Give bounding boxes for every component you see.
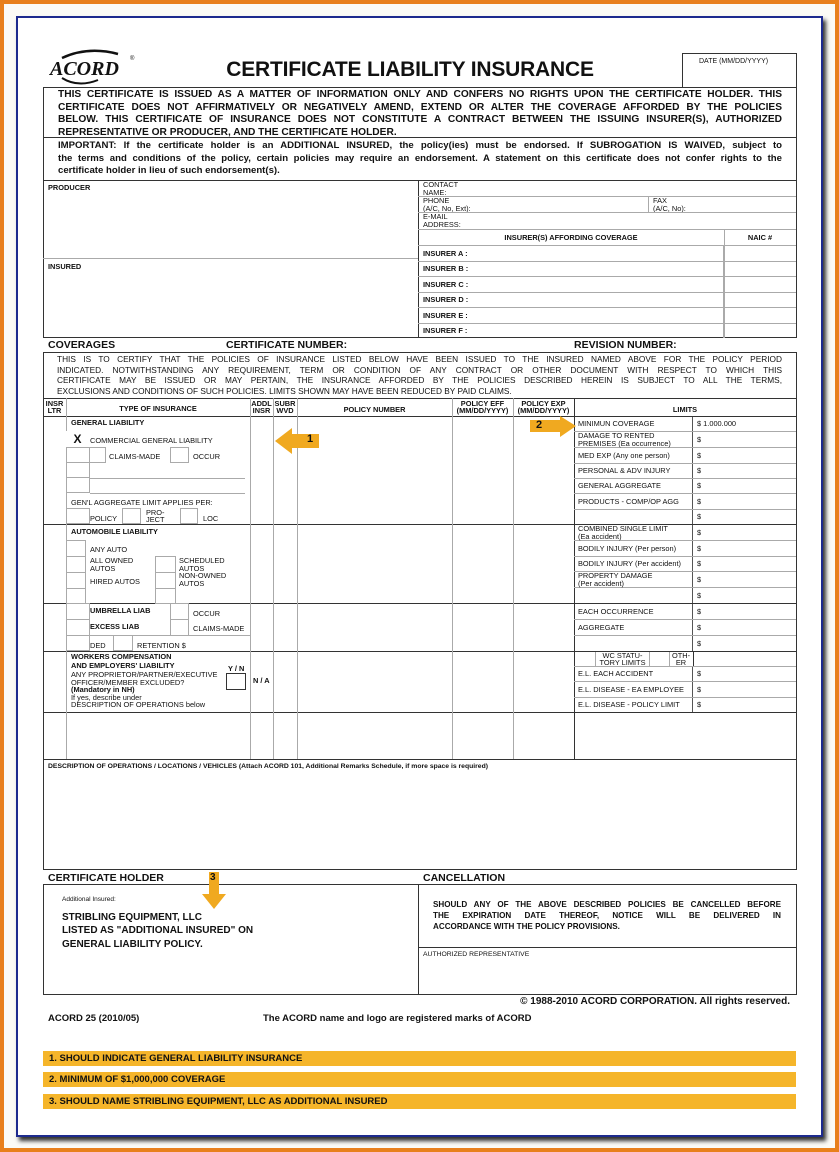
holder-line: LISTED AS "ADDITIONAL INSURED" ON xyxy=(62,925,254,937)
project-checkbox xyxy=(122,508,141,524)
scheduled-autos-checkbox xyxy=(155,556,176,573)
insured-label: INSURED xyxy=(48,262,82,271)
authorized-representative-label: AUTHORIZED REPRESENTATIVE xyxy=(423,951,530,958)
insurers-header: INSURER(S) AFFORDING COVERAGE xyxy=(504,233,638,242)
limit-value[interactable]: $ xyxy=(697,575,702,585)
insurer-label: INSURER A : xyxy=(418,246,724,261)
non-owned-autos-label: NON-OWNED AUTOS xyxy=(179,571,227,588)
insurer-row xyxy=(418,307,796,323)
limit-value[interactable]: $ xyxy=(697,496,702,506)
cancellation-line: SHOULD ANY OF THE ABOVE DESCRIBED POLICIES BE CANCELLED BEFORE xyxy=(433,900,781,909)
limit-value[interactable]: $ xyxy=(697,466,702,476)
limit-value[interactable]: $ xyxy=(697,435,702,445)
owned-autos-checkbox xyxy=(66,556,86,573)
checkbox xyxy=(66,477,90,493)
additional-insured-small: Additional Insured: xyxy=(62,896,116,903)
claims-made-checkbox xyxy=(89,447,106,463)
limit-value[interactable]: $ xyxy=(697,590,702,600)
copyright: © 1988-2010 ACORD CORPORATION. All rights reserved. xyxy=(520,996,790,1007)
limit-value[interactable]: $ xyxy=(697,606,702,616)
naic-header: NAIC # xyxy=(747,233,773,242)
limit-label: BODILY INJURY (Per accident) xyxy=(574,557,693,572)
notice-box xyxy=(43,87,797,138)
limit-value[interactable]: $ xyxy=(697,638,702,648)
header-addl-insr: ADDL INSR xyxy=(251,399,272,415)
wc-title xyxy=(71,653,175,670)
auto-limits xyxy=(574,525,796,603)
callout-arrow-1-icon xyxy=(275,428,321,454)
wc-statutory-label: WC STATU- TORY LIMITS xyxy=(599,651,646,667)
registered-marks: The ACORD name and logo are registered marks of ACORD xyxy=(263,1013,532,1024)
project-label: PRO- JECT xyxy=(146,508,165,524)
limit-row xyxy=(574,432,796,448)
insurer-row xyxy=(418,323,796,339)
occur-checkbox xyxy=(170,603,189,620)
limit-label: MINIMUN COVERAGE xyxy=(574,417,693,431)
insurer-row xyxy=(418,261,796,277)
note-3: 3. SHOULD NAME STRIBLING EQUIPMENT, LLC AS ADDITIONAL INSURED xyxy=(43,1094,796,1109)
limit-row xyxy=(574,448,796,463)
page-title: CERTIFICATE LIABILITY INSURANCE xyxy=(226,58,594,81)
limit-label: AGGREGATE xyxy=(574,620,693,635)
note-2: 2. MINIMUM OF $1,000,000 COVERAGE xyxy=(43,1072,796,1087)
any-auto-checkbox xyxy=(66,540,86,557)
callout-number: 1 xyxy=(307,433,314,445)
scheduled-autos-label: SCHEDULED AUTOS xyxy=(179,556,225,573)
na-label: N / A xyxy=(253,676,270,685)
limit-value[interactable]: $ xyxy=(697,450,702,460)
callout-number: 3 xyxy=(210,872,216,883)
limit-value[interactable]: $ xyxy=(697,512,702,522)
contact-name-label: CONTACT NAME: xyxy=(423,180,459,197)
revision-number-label: REVISION NUMBER: xyxy=(574,339,677,351)
notice-line: REPRESENTATIVE OR PRODUCER, AND THE CERTIFICATE HOLDER. xyxy=(58,126,397,138)
insurer-label: INSURER F : xyxy=(418,324,724,339)
note-1: 1. SHOULD INDICATE GENERAL LIABILITY INSURANCE xyxy=(43,1051,796,1066)
header-policy-exp: POLICY EXP (MM/DD/YYYY) xyxy=(517,399,570,415)
occur-label: OCCUR xyxy=(193,452,221,461)
wc-question-line: If yes, describe under xyxy=(71,692,142,702)
limit-row xyxy=(574,494,796,509)
owned-autos-label: ALL OWNED AUTOS xyxy=(90,556,134,573)
limit-label: PROPERTY DAMAGE (Per accident) xyxy=(574,572,693,587)
limit-label: COMBINED SINGLE LIMIT (Ea accident) xyxy=(574,525,693,540)
non-owned-autos-checkbox xyxy=(155,572,176,589)
holder-text xyxy=(62,911,253,951)
wc-title-line: WORKERS COMPENSATION xyxy=(71,652,172,661)
certify-line: CERTIFICATE MAY BE ISSUED OR MAY PERTAIN, THE INSURANCE AFFORDED BY THE POLICIES DESCRIBED HEREIN IS SUBJECT TO ALL THE TERMS, xyxy=(57,375,782,385)
cancellation-line: THE EXPIRATION DATE THEREOF, NOTICE WILL BE DELIVERED IN xyxy=(433,911,781,920)
wc-title-line: AND EMPLOYERS' LIABILITY xyxy=(71,660,175,670)
retention-label: RETENTION $ xyxy=(137,641,186,650)
insurer-row xyxy=(418,276,796,292)
wc-excluded-checkbox xyxy=(226,673,246,690)
limit-row xyxy=(574,698,796,712)
hired-autos-checkbox xyxy=(66,572,86,589)
limit-label: MED EXP (Any one person) xyxy=(574,448,693,462)
callout-number: 2 xyxy=(536,419,543,431)
limit-value[interactable]: $ 1.000.000 xyxy=(697,419,737,429)
fax-label: FAX (A/C, No): xyxy=(653,196,686,213)
limit-row xyxy=(574,479,796,494)
gl-title: GENERAL LIABILITY xyxy=(71,418,145,427)
ded-checkbox xyxy=(113,635,133,651)
certificate-number-label: CERTIFICATE NUMBER: xyxy=(226,339,348,351)
yn-label: Y / N xyxy=(228,664,245,673)
wc-other-label: OTH- ER xyxy=(671,651,691,667)
notice-line: THIS CERTIFICATE IS ISSUED AS A MATTER OF INFORMATION ONLY AND CONFERS NO RIGHTS UPON THE CERTIFICATE HOLDER. THIS xyxy=(58,89,782,100)
cgl-checkbox: X xyxy=(66,431,89,447)
wc-question-line: ANY PROPRIETOR/PARTNER/EXECUTIVE xyxy=(71,670,218,679)
limit-row xyxy=(574,572,796,588)
limit-label: E.L. DISEASE - EA EMPLOYEE xyxy=(574,682,693,696)
description-label: DESCRIPTION OF OPERATIONS / LOCATIONS / VEHICLES (Attach ACORD 101, Additional Remarks Schedule, if more space is required) xyxy=(48,763,488,770)
checkbox xyxy=(66,588,86,604)
limit-row xyxy=(574,588,796,603)
limit-label xyxy=(574,588,693,603)
wc-statutory-row xyxy=(574,652,796,667)
certify-text xyxy=(57,354,782,396)
claims-made-label: CLAIMS-MADE xyxy=(109,452,161,461)
email-label: E-MAIL ADDRESS: xyxy=(423,212,461,229)
notice-line: CERTIFICATE DOES NOT AFFIRMATIVELY OR NEGATIVELY AMEND, EXTEND OR ALTER THE COVERAGE AFFORDED BY THE POLICIES xyxy=(58,101,782,113)
limit-row xyxy=(574,604,796,620)
important-line: the terms and conditions of the policy, certain policies may require an endorsement. A statement on this certificate does not confer rights to the xyxy=(58,152,782,164)
limit-value[interactable]: $ xyxy=(697,669,702,679)
gl-limits xyxy=(574,417,796,524)
limit-value[interactable]: $ xyxy=(697,684,702,694)
wc-question xyxy=(71,671,217,709)
umbrella-limits xyxy=(574,604,796,651)
limit-value[interactable]: $ xyxy=(697,559,702,569)
callout-arrow-3-icon xyxy=(202,872,226,910)
cancellation-title: CANCELLATION xyxy=(423,872,506,884)
limit-row xyxy=(574,620,796,636)
header-subr-wvd: SUBR WVD xyxy=(274,399,296,415)
occur-checkbox xyxy=(170,447,189,463)
certify-line: THIS IS TO CERTIFY THAT THE POLICIES OF INSURANCE LISTED BELOW HAVE BEEN ISSUED TO THE INSURED NAMED ABOVE FOR THE POLICY PERIOD xyxy=(57,354,782,364)
acord-logo xyxy=(48,48,138,86)
limit-row xyxy=(574,557,796,573)
certify-line: INDICATED. NOTWITHSTANDING ANY REQUIREMENT, TERM OR CONDITION OF ANY CONTRACT OR OTHER DOCUMENT WITH RESPECT TO WHICH THIS xyxy=(57,364,782,375)
umbrella-checkbox xyxy=(66,603,90,620)
important-box xyxy=(43,137,797,181)
certificate-holder-title: CERTIFICATE HOLDER xyxy=(48,872,164,884)
gen-aggregate-label: GEN'L AGGREGATE LIMIT APPLIES PER: xyxy=(71,498,213,507)
important-line: certificate holder in lieu of such endorsement(s). xyxy=(58,165,280,177)
description-box[interactable] xyxy=(43,759,797,870)
excess-label: EXCESS LIAB xyxy=(90,622,140,631)
header-policy-eff: POLICY EFF (MM/DD/YYYY) xyxy=(456,399,509,415)
policy-label: POLICY xyxy=(90,514,118,523)
limit-value[interactable]: $ xyxy=(697,543,702,553)
limit-row xyxy=(574,464,796,479)
policy-checkbox xyxy=(66,508,90,524)
holder-line: STRIBLING EQUIPMENT, LLC xyxy=(62,912,202,923)
limit-value[interactable]: $ xyxy=(697,700,702,710)
checkbox xyxy=(155,588,176,604)
producer-label: PRODUCER xyxy=(48,183,91,192)
callout-arrow-2-icon xyxy=(530,416,576,437)
claims-made-checkbox xyxy=(170,619,189,636)
holder-line: GENERAL LIABILITY POLICY. xyxy=(62,938,203,950)
limit-row xyxy=(574,525,796,541)
limit-label: PRODUCTS - COMP/OP AGG xyxy=(574,494,693,508)
limit-row xyxy=(574,667,796,682)
limit-row xyxy=(574,636,796,651)
form-number: ACORD 25 (2010/05) xyxy=(48,1013,140,1024)
important-line: IMPORTANT: If the certificate holder is an ADDITIONAL INSURED, the policy(ies) must be endorsed. If SUBROGATION IS WAIVED, subject to xyxy=(58,140,782,151)
insurer-label: INSURER B : xyxy=(418,262,724,277)
certify-line: EXCLUSIONS AND CONDITIONS OF SUCH POLICIES. LIMITS SHOWN MAY HAVE BEEN REDUCED BY PAID CLAIMS. xyxy=(57,385,512,396)
header-limits: LIMITS xyxy=(672,405,698,414)
limit-label: BODILY INJURY (Per person) xyxy=(574,541,693,556)
cgl-label: COMMERCIAL GENERAL LIABILITY xyxy=(90,436,213,445)
logo-text: ACORD xyxy=(50,58,119,80)
limit-label: DAMAGE TO RENTED PREMISES (Ea occurrence) xyxy=(574,432,693,447)
header-insr-ltr: INSR LTR xyxy=(45,399,64,415)
svg-text:®: ® xyxy=(130,56,135,62)
loc-checkbox xyxy=(180,508,198,524)
date-label: DATE (MM/DD/YYYY) xyxy=(699,58,769,65)
hired-autos-label: HIRED AUTOS xyxy=(90,577,140,586)
insurer-label: INSURER D : xyxy=(418,293,724,308)
limit-row xyxy=(574,541,796,557)
limit-label: EACH OCCURRENCE xyxy=(574,604,693,619)
limit-label: E.L. DISEASE - POLICY LIMIT xyxy=(574,698,693,712)
insurer-label: INSURER E : xyxy=(418,308,724,323)
date-field[interactable] xyxy=(682,53,797,88)
insurer-row xyxy=(418,245,796,261)
excess-checkbox xyxy=(66,619,90,636)
insurer-row xyxy=(418,292,796,308)
header-type: TYPE OF INSURANCE xyxy=(119,404,197,413)
limit-value[interactable]: $ xyxy=(697,481,702,491)
wc-mandatory: (Mandatory in NH) xyxy=(71,685,135,695)
limit-label xyxy=(574,636,693,651)
checkbox xyxy=(66,462,90,478)
claims-made-label: CLAIMS-MADE xyxy=(193,624,245,633)
occur-label: OCCUR xyxy=(193,609,221,618)
limit-row xyxy=(574,510,796,524)
wc-question-line: DESCRIPTION OF OPERATIONS below xyxy=(71,700,206,710)
checkbox xyxy=(66,635,90,651)
any-auto-label: ANY AUTO xyxy=(90,545,128,554)
auto-title: AUTOMOBILE LIABILITY xyxy=(71,527,158,536)
ded-label: DED xyxy=(90,641,106,650)
wc-question-line: OFFICER/MEMBER EXCLUDED? xyxy=(71,677,185,687)
limit-label: PERSONAL & ADV INJURY xyxy=(574,464,693,478)
header-policy-number: POLICY NUMBER xyxy=(343,405,406,414)
cancellation-line: ACCORDANCE WITH THE POLICY PROVISIONS. xyxy=(433,922,620,931)
insurer-label: INSURER C : xyxy=(418,277,724,292)
limit-value[interactable]: $ xyxy=(697,527,702,537)
loc-label: LOC xyxy=(203,514,219,523)
limit-label xyxy=(574,510,693,524)
notice-line: BELOW. THIS CERTIFICATE OF INSURANCE DOES NOT CONSTITUTE A CONTRACT BETWEEN THE ISSUING INSURER(S), AUTHORIZED xyxy=(58,114,782,126)
wc-limits xyxy=(574,667,796,712)
limit-label: GENERAL AGGREGATE xyxy=(574,479,693,493)
cancellation-text xyxy=(433,899,781,932)
umbrella-label: UMBRELLA LIAB xyxy=(90,606,151,615)
limit-row xyxy=(574,682,796,697)
coverages-title: COVERAGES xyxy=(48,339,116,351)
insurers-list xyxy=(418,245,796,338)
limit-value[interactable]: $ xyxy=(697,622,702,632)
checkbox xyxy=(66,447,90,463)
limit-label: E.L. EACH ACCIDENT xyxy=(574,667,693,681)
limit-row xyxy=(574,417,796,432)
phone-label: PHONE (A/C, No, Ext): xyxy=(423,196,471,213)
